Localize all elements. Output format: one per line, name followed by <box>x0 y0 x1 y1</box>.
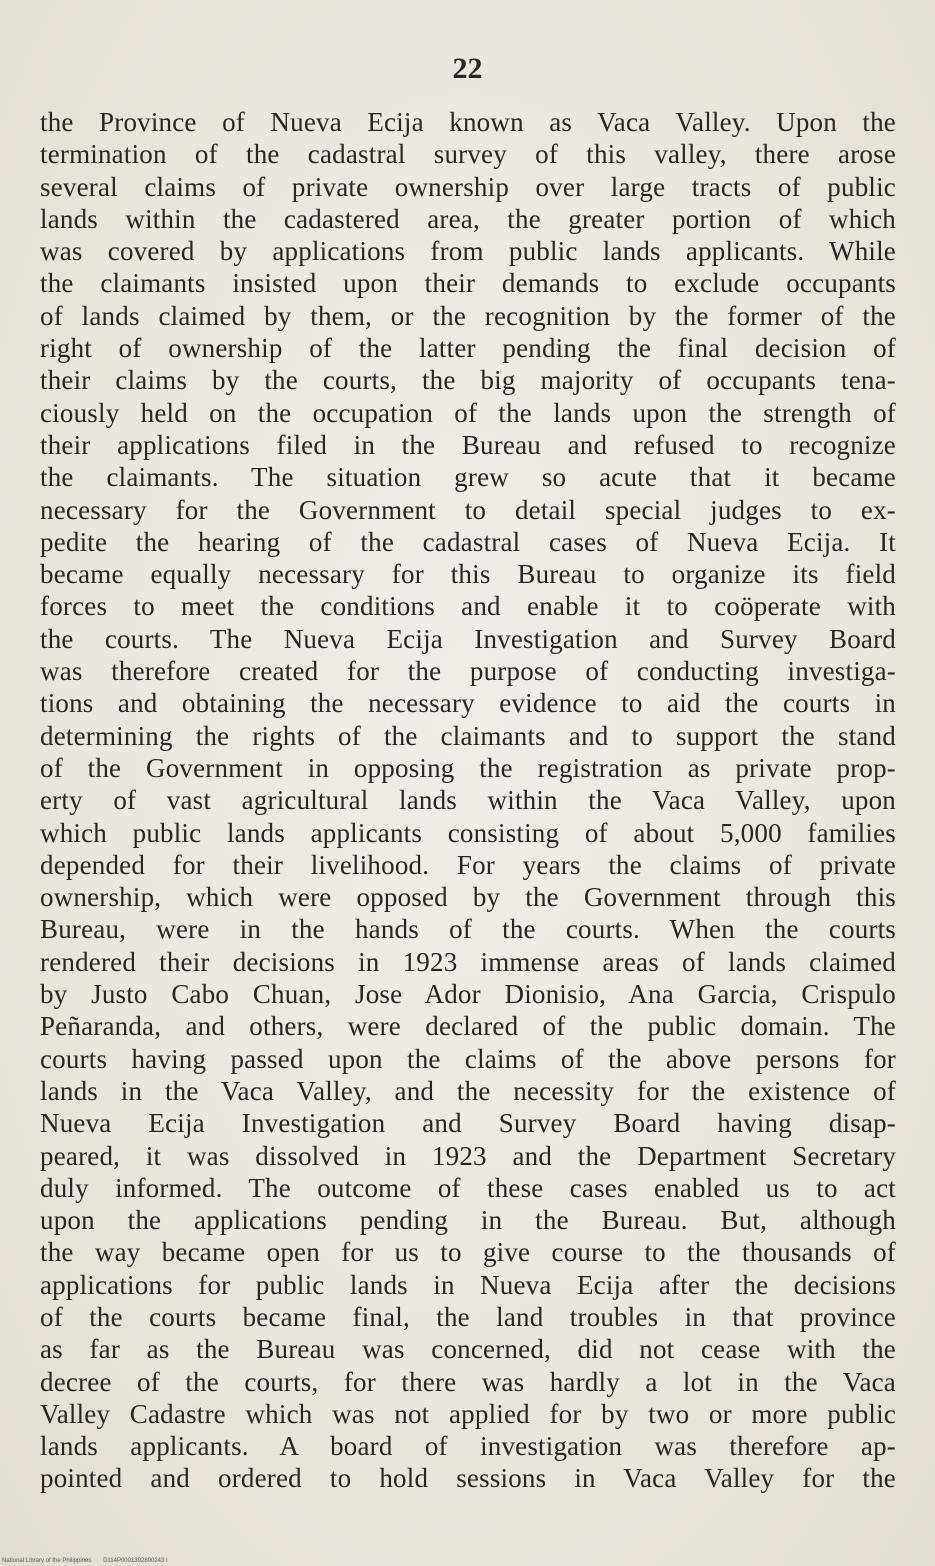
text-line: ciously held on the occupation of the lands upon the strength of <box>40 397 896 428</box>
text-line: pedite the hearing of the cadastral cases of Nueva Ecija. It <box>40 526 896 557</box>
text-line: applications for public lands in Nueva Ecija after the decisions <box>40 1269 896 1300</box>
text-line: Valley Cadastre which was not applied for by two or more public <box>40 1398 896 1429</box>
text-line: the way became open for us to give course to the thousands of <box>40 1237 896 1268</box>
text-line: determining the rights of the claimants and to support the stand <box>40 720 896 751</box>
text-line: was covered by applications from public lands applicants. While <box>40 236 896 267</box>
text-line: duly informed. The outcome of these cases enabled us to act <box>40 1172 896 1203</box>
page-number: 22 <box>452 52 483 85</box>
text-line: several claims of private ownership over large tracts of public <box>40 171 896 202</box>
text-line: lands within the cadastered area, the greater portion of which <box>40 203 896 234</box>
text-line: erty of vast agricultural lands within the Vaca Valley, upon <box>40 785 896 816</box>
text-line: termination of the cadastral survey of this valley, there arose <box>40 139 896 170</box>
body-text <box>40 106 896 1495</box>
text-line: their applications filed in the Bureau and refused to recognize <box>40 429 896 460</box>
text-line: ownership, which were opposed by the Government through this <box>40 882 896 913</box>
text-line: courts having passed upon the claims of the above persons for <box>40 1043 896 1074</box>
text-line: the courts. The Nueva Ecija Investigation and Survey Board <box>40 623 896 654</box>
text-line: as far as the Bureau was concerned, did not cease with the <box>40 1334 896 1365</box>
text-line: right of ownership of the latter pending the final decision of <box>40 333 896 364</box>
text-line: the claimants. The situation grew so acute that it became <box>40 462 896 493</box>
text-line: of the Government in opposing the registration as private prop- <box>40 752 896 783</box>
text-line: became equally necessary for this Bureau to organize its field <box>40 559 896 590</box>
text-line: tions and obtaining the necessary evidence to aid the courts in <box>40 688 896 719</box>
text-line: forces to meet the conditions and enable it to coöperate with <box>40 591 896 622</box>
text-line: was therefore created for the purpose of conducting investiga- <box>40 656 896 687</box>
text-line: the Province of Nueva Ecija known as Vaca Valley. Upon the <box>40 107 896 137</box>
footer-attribution <box>2 1558 178 1564</box>
text-line: of the courts became final, the land troubles in that province <box>40 1301 896 1332</box>
text-line: rendered their decisions in 1923 immense areas of lands claimed <box>40 946 896 977</box>
text-line: by Justo Cabo Chuan, Jose Ador Dionisio, Ana Garcia, Crispulo <box>40 979 896 1010</box>
text-line: the claimants insisted upon their demands to exclude occupants <box>40 268 896 299</box>
text-line: their claims by the courts, the big majority of occupants tena- <box>40 365 896 396</box>
text-line: depended for their livelihood. For years the claims of private <box>40 849 896 880</box>
text-line: necessary for the Government to detail special judges to ex- <box>40 494 896 525</box>
text-line: decree of the courts, for there was hardly a lot in the Vaca <box>40 1366 896 1397</box>
text-line: Bureau, were in the hands of the courts. When the courts <box>40 914 896 945</box>
text-line: lands applicants. A board of investigation was therefore ap- <box>40 1431 896 1462</box>
text-line: Peñaranda, and others, were declared of the public domain. The <box>40 1011 896 1042</box>
footer-code: D114P0001392800243 I <box>103 1558 168 1564</box>
text-line: of lands claimed by them, or the recognition by the former of the <box>40 300 896 331</box>
text-line: peared, it was dissolved in 1923 and the Department Secretary <box>40 1140 896 1171</box>
text-line: pointed and ordered to hold sessions in Vaca Valley for the <box>40 1463 896 1494</box>
footer-library: National Library of the Philippines <box>2 1558 92 1564</box>
text-line: Nueva Ecija Investigation and Survey Board having disap- <box>40 1108 896 1139</box>
text-line: lands in the Vaca Valley, and the necessity for the existence of <box>40 1075 896 1106</box>
text-line: which public lands applicants consisting of about 5,000 families <box>40 817 896 848</box>
text-line: upon the applications pending in the Bureau. But, although <box>40 1205 896 1236</box>
